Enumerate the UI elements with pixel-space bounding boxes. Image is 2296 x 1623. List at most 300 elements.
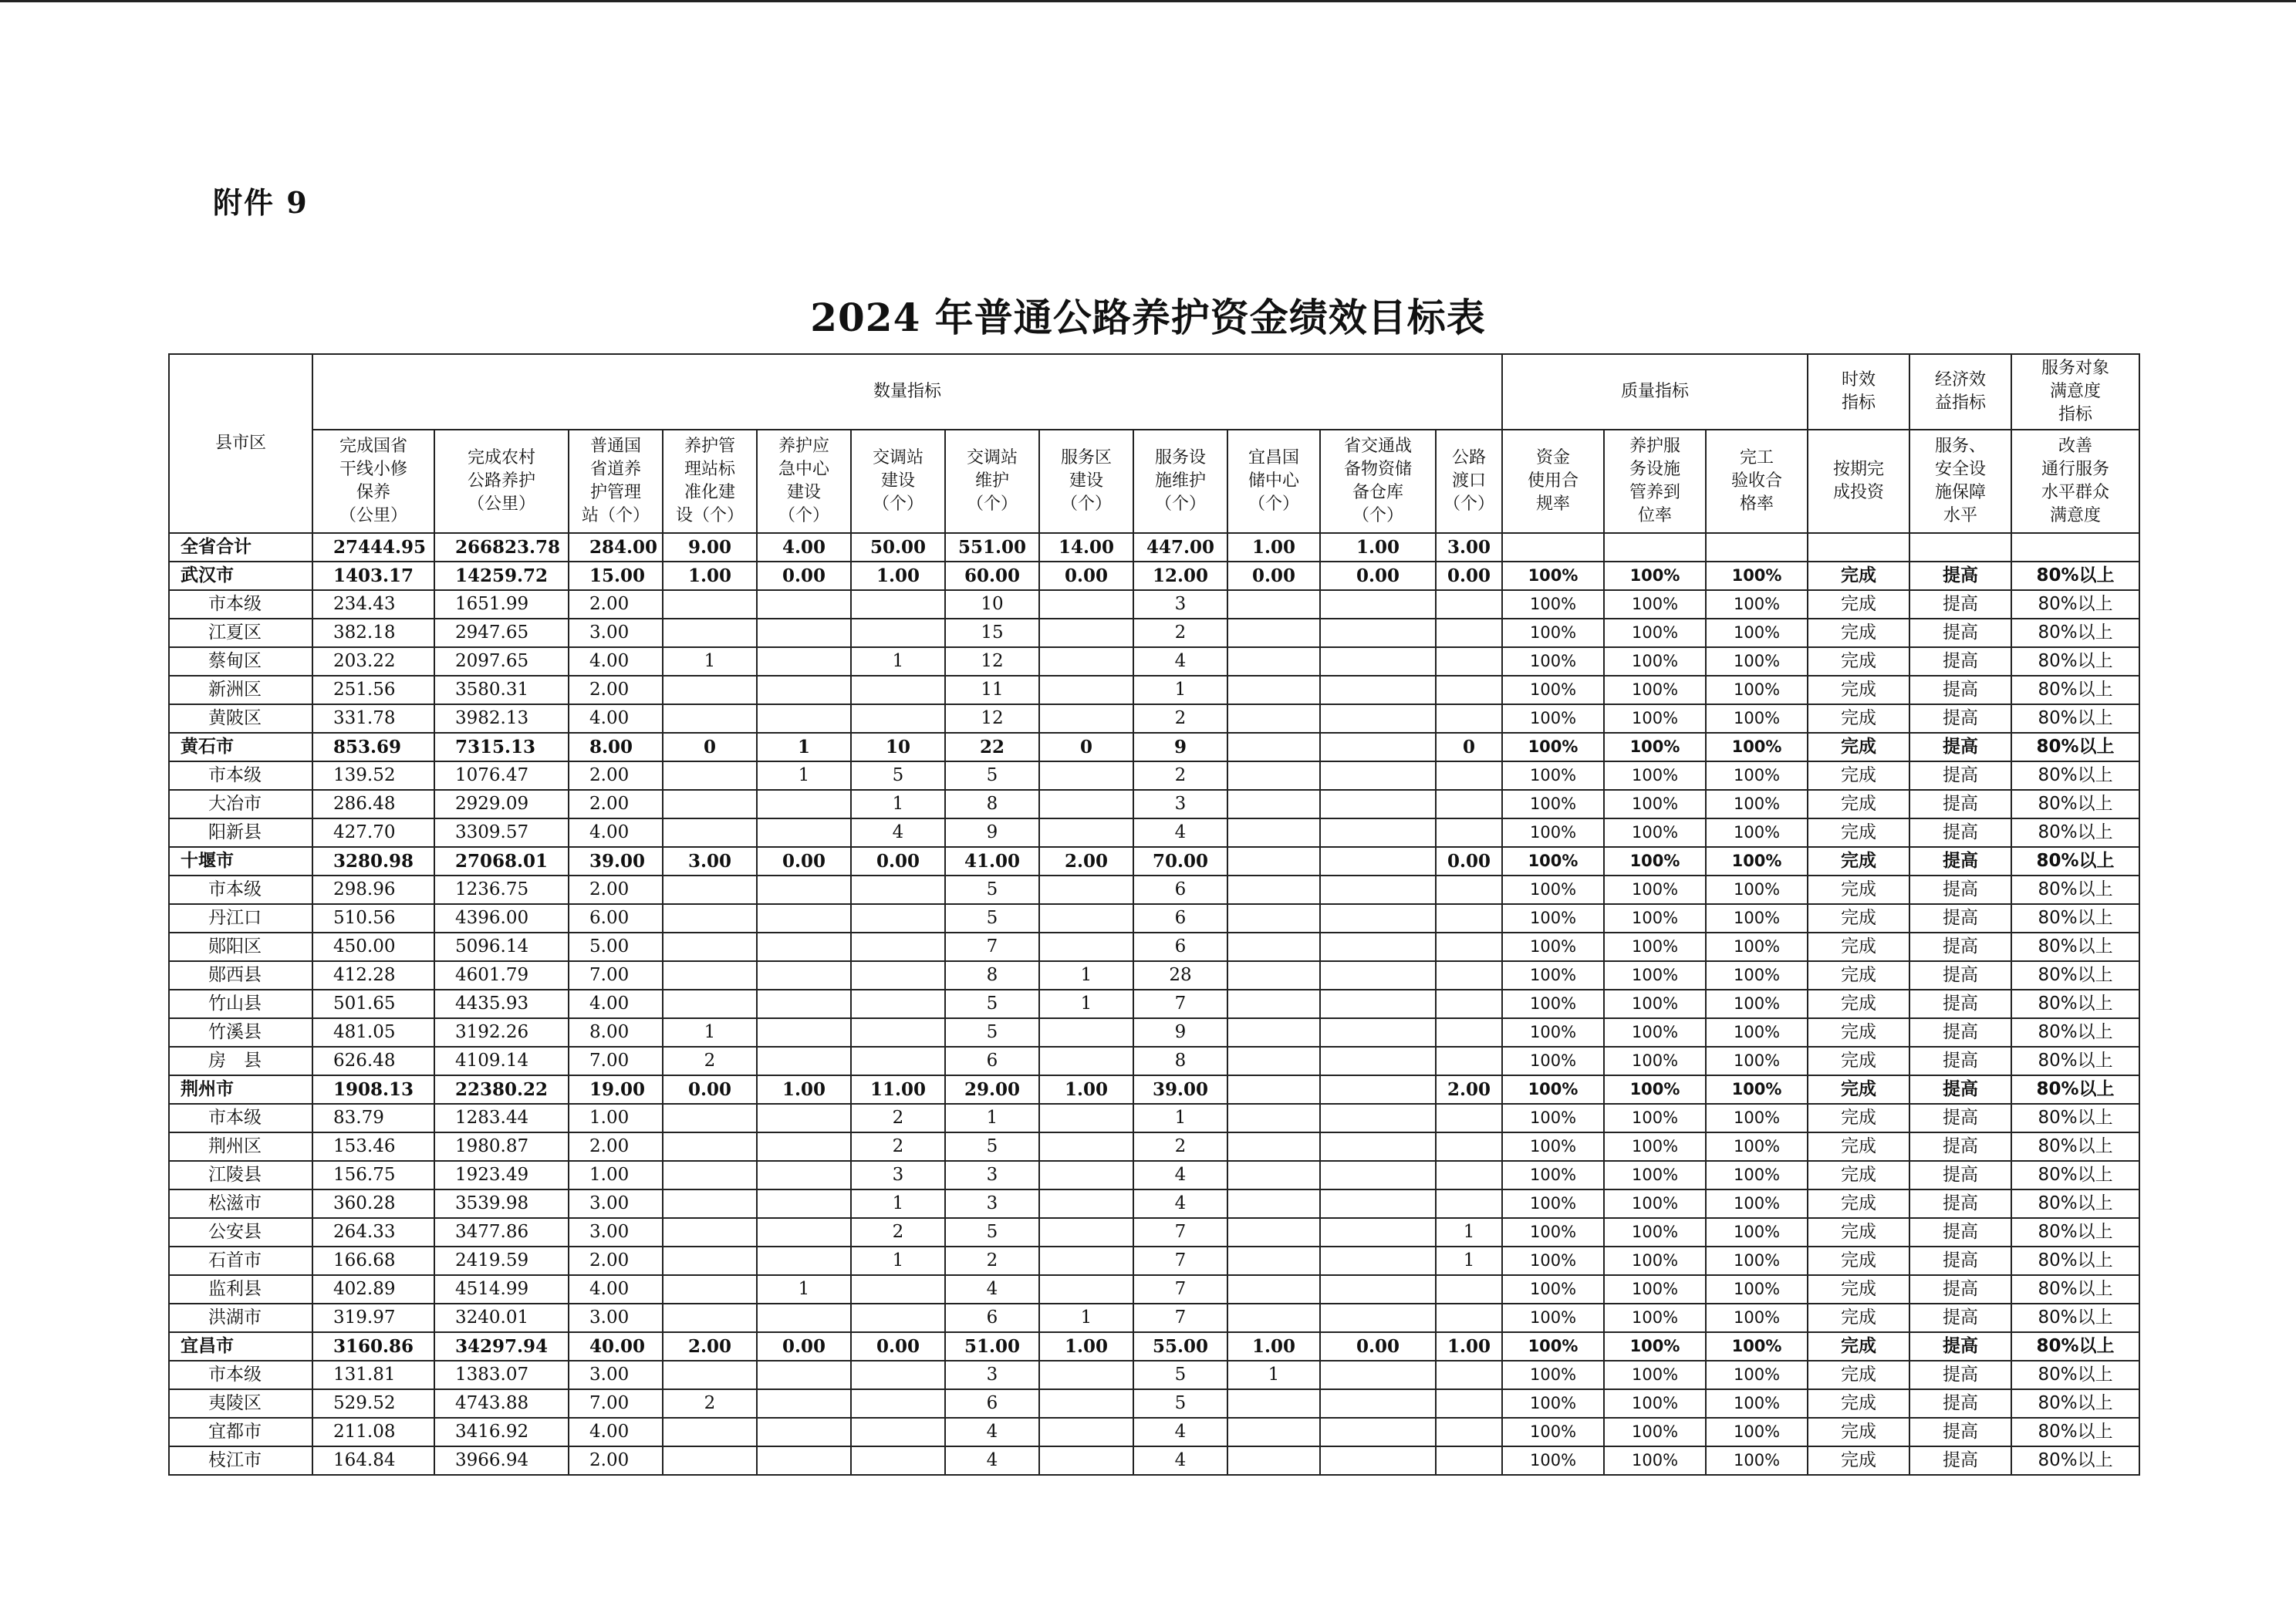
table-cell <box>1436 961 1502 990</box>
table-cell: 83.79 <box>312 1104 434 1132</box>
table-cell: 100% <box>1502 933 1604 961</box>
table-cell: 100% <box>1604 1018 1706 1047</box>
table-cell <box>663 1446 757 1475</box>
table-cell: 提高 <box>1909 1247 2011 1275</box>
table-cell: 100% <box>1604 619 1706 647</box>
table-cell <box>1227 1161 1320 1189</box>
column-header: 服务、 安全设 施保障 水平 <box>1909 430 2011 533</box>
table-cell <box>663 619 757 647</box>
table-cell <box>1320 1075 1436 1104</box>
table-cell <box>851 933 945 961</box>
table-cell: 4601.79 <box>434 961 569 990</box>
table-cell <box>1320 590 1436 619</box>
table-cell <box>757 933 851 961</box>
table-cell <box>663 790 757 818</box>
table-cell: 提高 <box>1909 1218 2011 1247</box>
table-cell: 153.46 <box>312 1132 434 1161</box>
table-cell: 4.00 <box>757 533 851 562</box>
table-cell: 100% <box>1502 847 1604 876</box>
table-cell <box>1320 1418 1436 1446</box>
district-row <box>169 1361 2139 1389</box>
table-cell: 100% <box>1604 1446 1706 1475</box>
table-cell: 2 <box>851 1104 945 1132</box>
table-cell: 3.00 <box>569 1218 663 1247</box>
table-cell: 3 <box>1133 590 1227 619</box>
district-row <box>169 1389 2139 1418</box>
table-cell: 4396.00 <box>434 904 569 933</box>
table-cell: 1 <box>1039 1304 1133 1332</box>
header-group-row <box>169 354 2139 430</box>
table-cell: 1 <box>1436 1218 1502 1247</box>
table-cell: 3192.26 <box>434 1018 569 1047</box>
table-cell: 100% <box>1604 990 1706 1018</box>
table-cell: 1 <box>1227 1361 1320 1389</box>
table-cell <box>1039 619 1133 647</box>
column-header: 省交通战 备物资储 备仓库 （个） <box>1320 430 1436 533</box>
table-cell: 完成 <box>1808 1047 1909 1075</box>
table-cell <box>1320 1132 1436 1161</box>
row-name-cell: 松滋市 <box>169 1189 312 1218</box>
table-cell <box>1320 733 1436 761</box>
table-cell <box>851 1418 945 1446</box>
table-cell: 提高 <box>1909 1446 2011 1475</box>
column-header: 改善 通行服务 水平群众 满意度 <box>2011 430 2139 533</box>
table-cell: 4 <box>1133 818 1227 847</box>
table-cell <box>1320 1247 1436 1275</box>
table-cell <box>1227 933 1320 961</box>
row-name-cell: 洪湖市 <box>169 1304 312 1332</box>
table-cell: 0.00 <box>1320 1332 1436 1361</box>
table-cell: 2.00 <box>1436 1075 1502 1104</box>
table-cell <box>1436 1161 1502 1189</box>
table-cell <box>851 590 945 619</box>
table-cell: 39.00 <box>569 847 663 876</box>
table-cell: 0.00 <box>1436 847 1502 876</box>
table-cell: 100% <box>1502 790 1604 818</box>
table-cell: 70.00 <box>1133 847 1227 876</box>
table-cell <box>1227 790 1320 818</box>
header-county: 县市区 <box>169 354 312 533</box>
table-cell <box>663 818 757 847</box>
table-cell <box>851 990 945 1018</box>
table-cell: 80%以上 <box>2011 990 2139 1018</box>
table-cell: 100% <box>1502 1332 1604 1361</box>
table-cell: 2 <box>663 1047 757 1075</box>
row-name-cell: 全省合计 <box>169 533 312 562</box>
table-cell: 80%以上 <box>2011 790 2139 818</box>
table-cell: 1 <box>663 1018 757 1047</box>
table-cell: 0.00 <box>757 562 851 590</box>
table-cell <box>1320 1275 1436 1304</box>
table-cell: 完成 <box>1808 990 1909 1018</box>
table-cell <box>663 1304 757 1332</box>
table-cell <box>757 1189 851 1218</box>
row-name-cell: 市本级 <box>169 1104 312 1132</box>
table-cell <box>663 961 757 990</box>
table-cell: 19.00 <box>569 1075 663 1104</box>
table-cell <box>1436 647 1502 676</box>
table-cell <box>1320 1389 1436 1418</box>
table-cell: 完成 <box>1808 676 1909 704</box>
document-title: 2024 年普通公路养护资金绩效目标表 <box>810 295 1486 340</box>
table-cell <box>1320 990 1436 1018</box>
table-cell: 100% <box>1706 1018 1808 1047</box>
table-cell: 100% <box>1706 961 1808 990</box>
table-cell <box>1436 704 1502 733</box>
table-cell: 3 <box>945 1361 1039 1389</box>
table-cell <box>1436 1361 1502 1389</box>
table-cell <box>1320 1189 1436 1218</box>
district-row <box>169 961 2139 990</box>
table-cell <box>757 1418 851 1446</box>
district-row <box>169 876 2139 904</box>
table-cell: 100% <box>1604 1104 1706 1132</box>
table-cell <box>1320 1446 1436 1475</box>
table-cell: 100% <box>1706 1389 1808 1418</box>
table-cell <box>1039 1418 1133 1446</box>
table-cell: 3240.01 <box>434 1304 569 1332</box>
district-row <box>169 1275 2139 1304</box>
table-cell <box>1436 761 1502 790</box>
table-cell: 100% <box>1706 619 1808 647</box>
table-cell <box>1436 590 1502 619</box>
table-cell: 3 <box>1133 790 1227 818</box>
table-cell: 447.00 <box>1133 533 1227 562</box>
table-cell: 100% <box>1706 1218 1808 1247</box>
table-cell: 提高 <box>1909 676 2011 704</box>
table-cell: 100% <box>1604 790 1706 818</box>
table-cell <box>1039 1446 1133 1475</box>
table-cell: 7 <box>945 933 1039 961</box>
table-cell: 1 <box>757 1275 851 1304</box>
table-cell: 4 <box>945 1418 1039 1446</box>
table-cell: 提高 <box>1909 1047 2011 1075</box>
table-cell <box>1039 1218 1133 1247</box>
table-cell: 3160.86 <box>312 1332 434 1361</box>
table-cell <box>1436 1446 1502 1475</box>
table-cell: 2 <box>1133 1132 1227 1161</box>
row-name-cell: 黄石市 <box>169 733 312 761</box>
table-cell <box>1320 1047 1436 1075</box>
table-cell: 100% <box>1604 1275 1706 1304</box>
table-cell: 100% <box>1706 1446 1808 1475</box>
table-cell <box>757 1018 851 1047</box>
table-cell <box>1909 533 2011 562</box>
table-cell: 9 <box>1133 1018 1227 1047</box>
table-cell: 3.00 <box>569 619 663 647</box>
table-cell: 2.00 <box>569 790 663 818</box>
table-cell <box>1039 1361 1133 1389</box>
table-cell: 提高 <box>1909 1361 2011 1389</box>
table-cell <box>757 1361 851 1389</box>
table-cell <box>1039 1247 1133 1275</box>
table-cell: 100% <box>1604 961 1706 990</box>
table-cell <box>1227 704 1320 733</box>
table-cell: 1651.99 <box>434 590 569 619</box>
row-name-cell: 宜昌市 <box>169 1332 312 1361</box>
table-cell: 2929.09 <box>434 790 569 818</box>
row-name-cell: 竹山县 <box>169 990 312 1018</box>
table-cell: 412.28 <box>312 961 434 990</box>
table-cell: 11.00 <box>851 1075 945 1104</box>
table-cell: 100% <box>1502 1132 1604 1161</box>
table-cell <box>1436 676 1502 704</box>
table-cell: 100% <box>1706 1418 1808 1446</box>
table-cell: 7 <box>1133 1247 1227 1275</box>
district-row <box>169 619 2139 647</box>
table-cell <box>851 1047 945 1075</box>
row-name-cell: 竹溪县 <box>169 1018 312 1047</box>
row-name-cell: 丹江口 <box>169 904 312 933</box>
district-row <box>169 761 2139 790</box>
table-cell: 0.00 <box>1227 562 1320 590</box>
table-cell: 7315.13 <box>434 733 569 761</box>
table-cell <box>851 1304 945 1332</box>
row-name-cell: 江陵县 <box>169 1161 312 1189</box>
table-cell: 80%以上 <box>2011 818 2139 847</box>
table-cell <box>663 1161 757 1189</box>
table-cell: 3.00 <box>569 1304 663 1332</box>
table-cell: 100% <box>1502 1218 1604 1247</box>
table-cell: 2.00 <box>569 761 663 790</box>
table-cell: 2 <box>851 1132 945 1161</box>
table-cell: 100% <box>1502 733 1604 761</box>
table-cell: 提高 <box>1909 818 2011 847</box>
table-cell: 100% <box>1502 1161 1604 1189</box>
table-cell <box>1436 1275 1502 1304</box>
table-cell: 提高 <box>1909 1075 2011 1104</box>
table-cell: 7 <box>1133 1304 1227 1332</box>
table-cell: 提高 <box>1909 847 2011 876</box>
table-cell: 40.00 <box>569 1332 663 1361</box>
district-row <box>169 818 2139 847</box>
district-row <box>169 1104 2139 1132</box>
table-cell <box>1436 1047 1502 1075</box>
table-cell: 0 <box>663 733 757 761</box>
table-cell <box>663 704 757 733</box>
table-cell <box>1436 818 1502 847</box>
table-cell: 100% <box>1706 790 1808 818</box>
page-top-rule <box>0 0 2296 2</box>
table-cell <box>1320 790 1436 818</box>
table-cell: 提高 <box>1909 1104 2011 1132</box>
table-cell: 完成 <box>1808 961 1909 990</box>
table-cell: 3580.31 <box>434 676 569 704</box>
table-cell: 4.00 <box>569 704 663 733</box>
column-header: 交调站 维护 （个） <box>945 430 1039 533</box>
table-cell: 382.18 <box>312 619 434 647</box>
table-cell: 80%以上 <box>2011 1332 2139 1361</box>
table-cell <box>1320 704 1436 733</box>
table-cell <box>1227 647 1320 676</box>
city-row <box>169 562 2139 590</box>
table-cell <box>851 1361 945 1389</box>
district-row <box>169 790 2139 818</box>
table-cell: 100% <box>1502 1047 1604 1075</box>
table-cell: 3280.98 <box>312 847 434 876</box>
table-cell: 100% <box>1502 904 1604 933</box>
table-cell: 8.00 <box>569 1018 663 1047</box>
table-cell <box>1039 1104 1133 1132</box>
table-cell: 510.56 <box>312 904 434 933</box>
table-cell <box>1227 1189 1320 1218</box>
table-cell: 100% <box>1502 1018 1604 1047</box>
table-cell <box>1227 1275 1320 1304</box>
table-cell <box>663 1132 757 1161</box>
table-cell: 1923.49 <box>434 1161 569 1189</box>
district-row <box>169 647 2139 676</box>
table-cell <box>851 1275 945 1304</box>
table-cell: 提高 <box>1909 876 2011 904</box>
table-cell: 80%以上 <box>2011 1104 2139 1132</box>
table-cell <box>663 1361 757 1389</box>
table-cell: 80%以上 <box>2011 961 2139 990</box>
table-cell: 80%以上 <box>2011 647 2139 676</box>
table-cell: 80%以上 <box>2011 704 2139 733</box>
table-cell: 27444.95 <box>312 533 434 562</box>
table-cell: 100% <box>1502 1247 1604 1275</box>
table-cell <box>757 619 851 647</box>
table-cell <box>757 676 851 704</box>
table-cell: 100% <box>1604 1304 1706 1332</box>
table-cell: 提高 <box>1909 1132 2011 1161</box>
column-header: 服务设 施维护 （个） <box>1133 430 1227 533</box>
table-cell <box>1436 1418 1502 1446</box>
table-cell: 完成 <box>1808 1218 1909 1247</box>
table-cell: 80%以上 <box>2011 1304 2139 1332</box>
table-cell <box>1604 533 1706 562</box>
table-cell: 80%以上 <box>2011 876 2139 904</box>
table-cell <box>851 619 945 647</box>
table-cell: 22 <box>945 733 1039 761</box>
table-cell: 完成 <box>1808 818 1909 847</box>
table-cell: 100% <box>1706 647 1808 676</box>
table-cell: 100% <box>1502 590 1604 619</box>
table-cell: 100% <box>1604 647 1706 676</box>
table-cell <box>1320 647 1436 676</box>
table-cell: 100% <box>1706 1161 1808 1189</box>
table-cell: 提高 <box>1909 1418 2011 1446</box>
table-cell <box>1320 961 1436 990</box>
table-cell: 131.81 <box>312 1361 434 1389</box>
column-header: 养护服 务设施 管养到 位率 <box>1604 430 1706 533</box>
table-cell <box>663 1218 757 1247</box>
table-cell: 100% <box>1502 704 1604 733</box>
table-cell: 5 <box>945 1218 1039 1247</box>
row-name-cell: 房 县 <box>169 1047 312 1075</box>
table-cell: 4743.88 <box>434 1389 569 1418</box>
table-cell <box>1320 904 1436 933</box>
table-cell: 100% <box>1502 961 1604 990</box>
table-cell: 100% <box>1706 818 1808 847</box>
table-cell <box>757 1132 851 1161</box>
table-cell: 100% <box>1706 1275 1808 1304</box>
table-cell <box>1227 961 1320 990</box>
table-cell: 1.00 <box>1227 1332 1320 1361</box>
table-cell: 9 <box>945 818 1039 847</box>
table-cell: 12 <box>945 704 1039 733</box>
table-cell <box>663 590 757 619</box>
table-cell: 100% <box>1502 562 1604 590</box>
district-row <box>169 990 2139 1018</box>
table-cell: 100% <box>1706 904 1808 933</box>
table-cell: 501.65 <box>312 990 434 1018</box>
table-cell: 8 <box>1133 1047 1227 1075</box>
district-row <box>169 1418 2139 1446</box>
table-cell: 100% <box>1706 704 1808 733</box>
column-header: 完工 验收合 格率 <box>1706 430 1808 533</box>
table-cell: 5 <box>945 1132 1039 1161</box>
table-cell: 完成 <box>1808 933 1909 961</box>
table-cell: 5 <box>945 1018 1039 1047</box>
table-cell: 5 <box>945 876 1039 904</box>
row-name-cell: 蔡甸区 <box>169 647 312 676</box>
table-cell <box>1436 619 1502 647</box>
table-cell <box>1039 761 1133 790</box>
row-name-cell: 市本级 <box>169 590 312 619</box>
table-cell: 100% <box>1604 1047 1706 1075</box>
table-cell <box>1320 676 1436 704</box>
table-cell: 4 <box>945 1446 1039 1475</box>
district-row <box>169 704 2139 733</box>
table-cell: 60.00 <box>945 562 1039 590</box>
table-cell: 100% <box>1604 933 1706 961</box>
table-cell: 9.00 <box>663 533 757 562</box>
table-cell <box>851 961 945 990</box>
row-name-cell: 黄陂区 <box>169 704 312 733</box>
table-cell <box>1320 1018 1436 1047</box>
table-cell: 100% <box>1604 1332 1706 1361</box>
city-row <box>169 733 2139 761</box>
table-cell: 0.00 <box>757 1332 851 1361</box>
city-row <box>169 1075 2139 1104</box>
district-row <box>169 904 2139 933</box>
table-cell: 提高 <box>1909 1018 2011 1047</box>
table-cell: 234.43 <box>312 590 434 619</box>
table-cell: 4 <box>1133 647 1227 676</box>
table-cell: 6 <box>1133 904 1227 933</box>
table-cell <box>757 1161 851 1189</box>
table-cell: 提高 <box>1909 562 2011 590</box>
table-cell: 51.00 <box>945 1332 1039 1361</box>
table-cell: 1 <box>851 647 945 676</box>
table-cell <box>1227 1018 1320 1047</box>
table-cell: 80%以上 <box>2011 1389 2139 1418</box>
table-cell <box>757 818 851 847</box>
table-cell: 2.00 <box>569 1247 663 1275</box>
table-cell: 80%以上 <box>2011 1361 2139 1389</box>
table-cell <box>1039 1132 1133 1161</box>
table-cell: 100% <box>1502 676 1604 704</box>
table-cell <box>851 904 945 933</box>
table-cell <box>757 704 851 733</box>
table-cell <box>1227 1389 1320 1418</box>
table-cell: 完成 <box>1808 876 1909 904</box>
column-header: 养护应 急中心 建设 （个） <box>757 430 851 533</box>
table-cell: 提高 <box>1909 619 2011 647</box>
table-body <box>169 533 2139 1475</box>
table-cell: 1.00 <box>1320 533 1436 562</box>
table-cell: 1403.17 <box>312 562 434 590</box>
table-cell: 提高 <box>1909 1332 2011 1361</box>
district-row <box>169 933 2139 961</box>
table-cell: 5 <box>1133 1389 1227 1418</box>
header-group-quality: 质量指标 <box>1502 354 1808 430</box>
table-cell <box>757 904 851 933</box>
city-row <box>169 847 2139 876</box>
table-cell: 完成 <box>1808 1361 1909 1389</box>
table-cell <box>757 590 851 619</box>
